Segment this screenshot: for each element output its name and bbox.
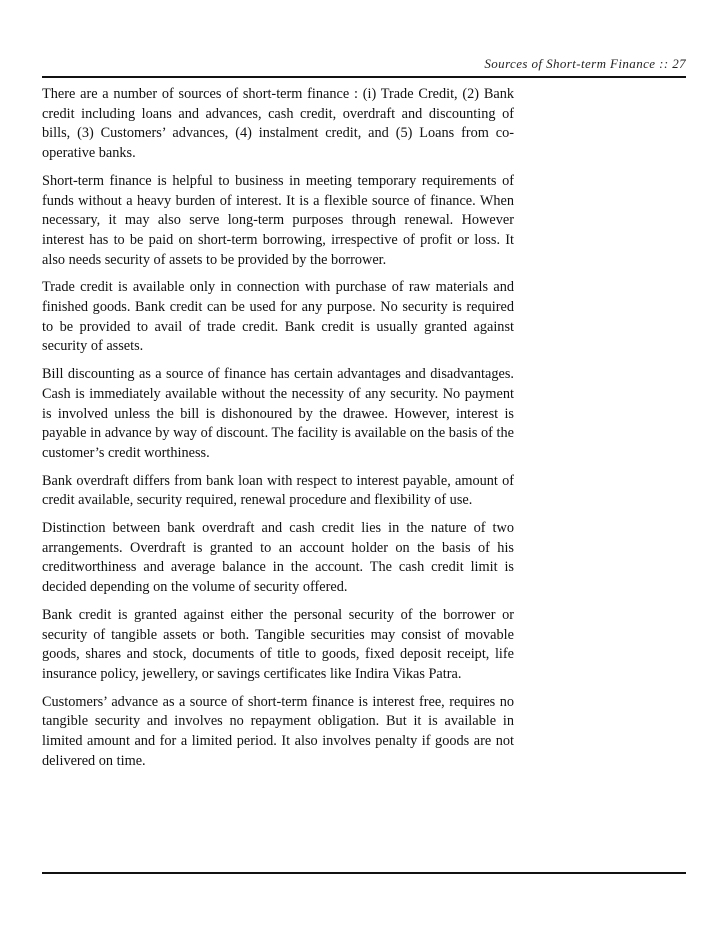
running-header: Sources of Short-term Finance :: 27: [484, 56, 686, 71]
paragraph-trade-credit: Trade credit is available only in connection with purchase of raw materials and finished goods. Bank credit can be used for any purpose. No security is required to be provided to avail of trade credit. Bank credit is usually granted against security of assets.: [42, 279, 514, 355]
paragraph-sources-list: There are a number of sources of short-term finance : (i) Trade Credit, (2) Bank credit including loans and advances, cash credit, overdraft and discounting of bills, (3) Customers’ advances, (4) instalment credit, and (5) Loans from co-operative banks.: [42, 86, 514, 162]
paragraph-bank-credit-security: Bank credit is granted against either the personal security of the borrower or security of tangible assets or both. Tangible securities may consist of movable goods, shares and stock, documents of title to goods, fixed deposit receipt, life insurance policy, jewellery, or savings certificates like Indira Vikas Patra.: [42, 606, 514, 682]
header-rule: [42, 76, 686, 78]
paragraph-customers-advance: Customers’ advance as a source of short-term finance is interest free, requires no tangible security and involves no repayment obligation. But it is available in limited amount and for a limited period. It also involves penalty if goods are not delivered on time.: [42, 693, 514, 769]
paragraph-overdraft-vs-cash-credit: Distinction between bank overdraft and cash credit lies in the nature of two arrangements. Overdraft is granted to an account holder on the basis of his creditworthiness and average balance in the account. The cash credit limit is decided depending on the volume of security offered.: [42, 520, 514, 596]
body-text: [42, 85, 514, 780]
paragraph-short-term-benefits: Short-term finance is helpful to business in meeting temporary requirements of funds without a heavy burden of interest. It is a flexible source of finance. When necessary, it may also serve long-term purposes through renewal. However interest has to be paid on short-term borrowing, irrespective of profit or loss. It also needs security of assets to be provided by the borrower.: [42, 172, 514, 268]
footer-rule: [42, 872, 686, 874]
paragraph-bank-overdraft: Bank overdraft differs from bank loan with respect to interest payable, amount of credit available, security required, renewal procedure and flexibility of use.: [42, 472, 514, 509]
paragraph-bill-discounting: Bill discounting as a source of finance has certain advantages and disadvantages. Cash is immediately available without the necessity of any security. No payment is involved unless the bill is dishonoured by the drawee. However, interest is payable in advance by way of discount. The facility is available on the basis of the customer’s credit worthiness.: [42, 366, 514, 461]
